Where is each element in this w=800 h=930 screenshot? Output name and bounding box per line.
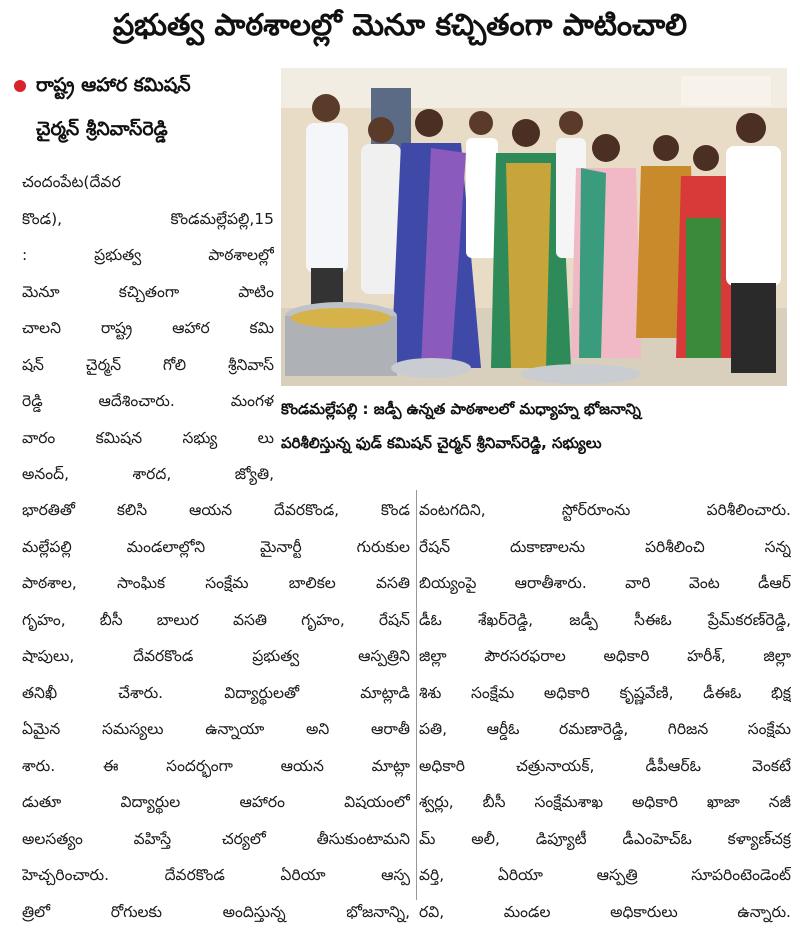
subheading-1 xyxy=(14,74,191,101)
body-line: వంటగదిని, స్టోర్‌రూంను పరిశీలించారు. xyxy=(419,492,791,529)
body-line: హెచ్చరించారు. దేవరకొండ ఏరియా ఆస్ప xyxy=(22,857,410,894)
body-line: చాలని రాష్ట్ర ఆహార కమి xyxy=(22,310,274,347)
body-line: గృహం, బీసీ బాలుర వసతి గృహం, రేషన్ xyxy=(22,602,410,639)
body-line: రవి, మండల అధికారులు ఉన్నారు. xyxy=(419,894,791,930)
body-line: వర్తి, ఏరియా ఆస్పత్రి సూపరింటెండెంట్ xyxy=(419,857,791,894)
body-line: కొండ), కొండమల్లేపల్లి,15 xyxy=(22,201,274,238)
body-line: రేషన్ దుకాణాలను పరిశీలించి సన్న xyxy=(419,529,791,566)
body-line: పాఠశాల, సాంఘిక సంక్షేమ బాలికల వసతి xyxy=(22,565,410,602)
body-line: అధికారి చత్రునాయక్, డీపీఆర్ఓ వెంకటే xyxy=(419,748,791,785)
red-bullet-icon xyxy=(14,80,26,92)
body-column-1-top xyxy=(22,164,274,493)
photo-caption xyxy=(281,392,787,460)
news-photo xyxy=(281,68,787,386)
body-line: రెడ్డి ఆదేశించారు. మంగళ xyxy=(22,383,274,420)
body-line: డుతూ విద్యార్థుల ఆహారం విషయంలో xyxy=(22,784,410,821)
caption-line: పరిశీలిస్తున్న ఫుడ్ కమిషన్ చైర్మన్ శ్రీనివాస్‌రెడ్డి, సభ్యులు xyxy=(281,426,787,460)
body-line: ఏమైన సమస్యలు ఉన్నాయా అని ఆరాతీ xyxy=(22,711,410,748)
body-line: పతి, ఆర్డీఓ రమణారెడ్డి, గిరిజన సంక్షేమ xyxy=(419,711,791,748)
subheading-1-text: రాష్ట్ర ఆహార కమిషన్ xyxy=(36,74,191,96)
caption-line: కొండమల్లేపల్లి : జడ్పీ ఉన్నత పాఠశాలలో మధ్యాహ్న భోజనాన్ని xyxy=(281,392,787,426)
news-photo-illustration xyxy=(281,68,787,386)
body-line: శ్వర్లు, బీసీ సంక్షేమశాఖ అధికారి ఖాజా నజీ xyxy=(419,784,791,821)
body-line: మెనూ కచ్చితంగా పాటిం xyxy=(22,274,274,311)
body-line: షాపులు, దేవరకొండ ప్రభుత్వ ఆస్పత్రిని xyxy=(22,638,410,675)
body-line: వారం కమిషన సభ్యు లు xyxy=(22,420,274,457)
body-line: బియ్యంపై ఆరాతీశారు. వారి వెంట డీఆర్ xyxy=(419,565,791,602)
body-line: శారు. ఈ సందర్భంగా ఆయన మాట్లా xyxy=(22,748,410,785)
body-line: అనంద్, శారద, జ్యోతి, xyxy=(22,456,274,493)
subheading-2: చైర్మన్ శ్రీనివాస్‌రెడ్డి xyxy=(36,118,168,145)
body-line: అలసత్యం వహిస్తే చర్యలో తీసుకుంటామని xyxy=(22,821,410,858)
body-line: షన్ చైర్మన్ గోలి శ్రీనివాస్ xyxy=(22,347,274,384)
body-line: శిశు సంక్షేమ అధికారి కృష్ణవేణి, డీఈఓ భిక్ష xyxy=(419,675,791,712)
body-line: : ప్రభుత్వ పాఠశాలల్లో xyxy=(22,237,274,274)
body-line: భారతితో కలిసి ఆయన దేవరకొండ, కొండ xyxy=(22,492,410,529)
body-column-1-bottom xyxy=(22,492,410,930)
body-column-2 xyxy=(419,492,791,930)
body-line: త్రిలో రోగులకు అందిస్తున్న భోజనాన్ని, xyxy=(22,894,410,930)
body-line: జిల్లా పౌరసరఫరాల అధికారి హరీశ్, జిల్లా xyxy=(419,638,791,675)
body-line: చందంపేట(దేవర xyxy=(22,164,274,201)
body-line: మ్ అలీ, డిప్యూటీ డీఎంహెచ్ఓ కళ్యాణ్‌చక్ర xyxy=(419,821,791,858)
body-line: తనిఖీ చేశారు. విద్యార్థులతో మాట్లాడి xyxy=(22,675,410,712)
body-line: డీఓ శేఖర్‌రెడ్డి, జడ్పీ సీఈఓ ప్రేమ్‌కరణ్‌రెడ్డి, xyxy=(419,602,791,639)
column-divider xyxy=(416,490,417,900)
body-line: మల్లేపల్లి మండలాల్లోని మైనార్టీ గురుకుల xyxy=(22,529,410,566)
headline: ప్రభుత్వ పాఠశాలల్లో మెనూ కచ్చితంగా పాటించాలి xyxy=(0,0,800,58)
